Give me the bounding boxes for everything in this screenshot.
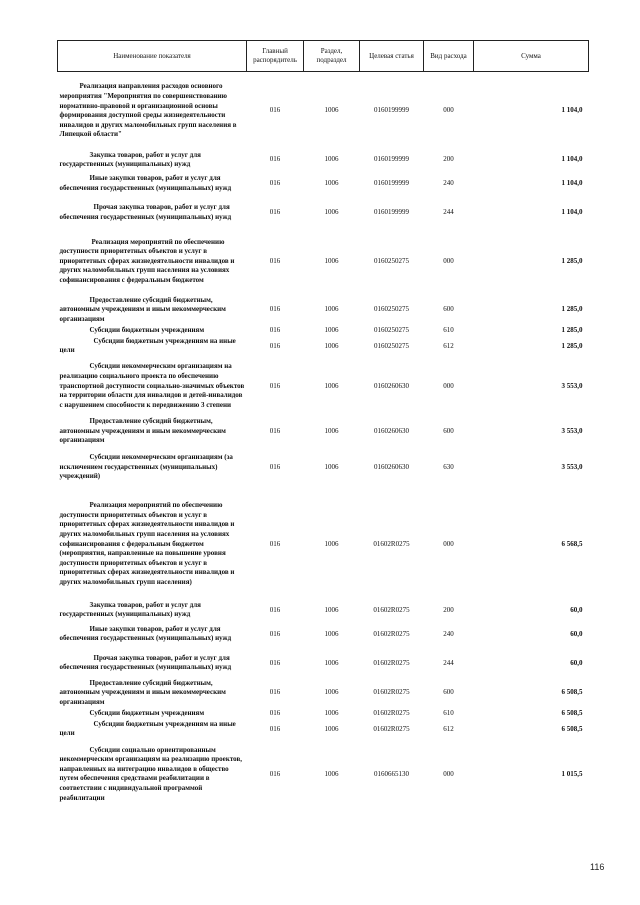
row-sum: 3 553,0 [561, 462, 583, 471]
row-section: 1006 [324, 605, 339, 614]
header-expense: Вид расхода [424, 41, 474, 72]
row-name: Субсидии социально ориентированным некоммерческим организациям на реализацию проектов, направленных на интеграцию инвалидов в общество путем обеспечения средствами реабилитации в соответствии с индивидуальной программой реабилитации [59, 745, 243, 802]
row-section: 1006 [324, 305, 339, 314]
row-target: 01602R0275 [373, 688, 410, 697]
row-name: Закупка товаров, работ и услуг для государственных (муниципальных) нужд [59, 600, 201, 619]
row-sum: 6 508,5 [561, 688, 583, 697]
row-name: Иные закупки товаров, работ и услуг для обеспечения государственных (муниципальных) нужд [59, 624, 232, 643]
row-expense: 612 [443, 724, 454, 733]
row-name: Реализация мероприятий по обеспечению доступности приоритетных объектов и услуг в приоритетных сферах жизнедеятельности инвалидов и других маломобильных групп населения на условиях софинансирования с федеральным бюджетом (мероприятия, направленные на повышение уровня доступности приоритетных объектов и услуг в приоритетных сферах жизнедеятельности инвалидов и других маломобильных групп населения) [59, 501, 235, 587]
row-sum: 1 104,0 [561, 178, 583, 187]
row-sum: 60,0 [570, 658, 583, 667]
row-sum: 1 104,0 [561, 155, 583, 164]
row-target: 0160250275 [374, 341, 409, 350]
page-number: 116 [590, 862, 605, 872]
row-section: 1006 [324, 724, 339, 733]
row-target: 0160199999 [374, 178, 409, 187]
row-expense: 630 [443, 462, 454, 471]
table-row [58, 356, 589, 416]
table-header-row [58, 41, 589, 72]
row-admin: 016 [269, 426, 281, 435]
row-sum: 3 553,0 [561, 381, 583, 390]
row-section: 1006 [324, 155, 339, 164]
header-name: Наименование показателя [58, 41, 247, 72]
header-sum: Сумма [474, 41, 589, 72]
row-sum: 6 508,5 [561, 724, 583, 733]
row-expense: 000 [443, 769, 454, 778]
row-expense: 200 [443, 155, 454, 164]
table-row [58, 198, 589, 228]
row-section: 1006 [324, 688, 339, 697]
row-target: 01602R0275 [373, 605, 410, 614]
row-sum: 1 285,0 [561, 325, 583, 334]
table-row [58, 600, 589, 620]
row-target: 01602R0275 [373, 539, 410, 548]
table-row [58, 296, 589, 325]
row-name: Субсидии некоммерческим организациям (за исключением государственных (муниципальных) учреждений) [59, 453, 233, 481]
table-row [58, 416, 589, 446]
row-name: Реализация направления расходов основного мероприятия "Мероприятия по совершенствованию нормативно-правовой и организационной основы формирования доступной среды жизнедеятельности инвалидов и других маломобильных групп населения в Липецкой области" [59, 82, 237, 139]
row-sum: 6 568,5 [561, 539, 583, 548]
row-admin: 016 [269, 629, 281, 638]
row-target: 01602R0275 [373, 724, 410, 733]
row-admin: 016 [269, 688, 281, 697]
row-target: 0160250275 [374, 325, 409, 334]
row-target: 0160260630 [374, 462, 409, 471]
row-admin: 016 [269, 305, 281, 314]
row-section: 1006 [324, 207, 339, 216]
row-name: Субсидии бюджетным учреждениям [89, 325, 205, 334]
row-target: 01602R0275 [373, 708, 410, 717]
row-name: Прочая закупка товаров, работ и услуг для обеспечения государственных (муниципальных) нужд [59, 203, 232, 221]
row-target: 0160199999 [374, 106, 409, 115]
table-body [58, 72, 589, 810]
row-admin: 016 [269, 178, 281, 187]
row-sum: 1 104,0 [561, 106, 583, 115]
row-expense: 600 [443, 426, 454, 435]
row-target: 0160250275 [374, 305, 409, 314]
row-section: 1006 [324, 381, 339, 390]
row-admin: 016 [269, 256, 281, 265]
row-admin: 016 [269, 207, 281, 216]
row-section: 1006 [324, 341, 339, 350]
row-name: Прочая закупка товаров, работ и услуг для обеспечения государственных (муниципальных) нужд [59, 653, 232, 672]
table-row [58, 707, 589, 719]
row-sum: 60,0 [570, 605, 583, 614]
row-admin: 016 [269, 708, 281, 717]
row-name: Субсидии бюджетным учреждениям на иные цели [59, 336, 236, 355]
row-target: 0160665130 [374, 769, 409, 778]
row-section: 1006 [324, 769, 339, 778]
row-expense: 244 [443, 658, 454, 667]
row-expense: 610 [443, 325, 454, 334]
row-sum: 1 104,0 [561, 207, 583, 216]
row-section: 1006 [324, 658, 339, 667]
row-section: 1006 [324, 178, 339, 187]
row-expense: 000 [443, 106, 454, 115]
row-admin: 016 [269, 106, 281, 115]
row-target: 0160199999 [374, 207, 409, 216]
row-target: 01602R0275 [373, 658, 410, 667]
row-admin: 016 [269, 769, 281, 778]
table-row [58, 170, 589, 198]
table-row [58, 151, 589, 170]
row-expense: 000 [443, 256, 454, 265]
row-name: Предоставление субсидий бюджетным, автономным учреждениям и иным некоммерческим организациям [59, 295, 226, 323]
table-row [58, 739, 589, 809]
row-admin: 016 [269, 155, 281, 164]
row-name: Субсидии некоммерческим организациям на реализацию социального проекта по обеспечению транспортной доступности социально-значимых объектов на территории области для инвалидов и детей-инвалидов с нарушением способности к передвижению 3 степени [59, 362, 245, 409]
row-admin: 016 [269, 341, 281, 350]
header-target: Целевая статья [360, 41, 424, 72]
table-row [58, 678, 589, 707]
row-name: Реализация мероприятий по обеспечению доступности приоритетных объектов и услуг в приоритетных сферах жизнедеятельности инвалидов и других маломобильных групп населения на условиях софинансирования с федеральным бюджетом [59, 237, 235, 285]
row-admin: 016 [269, 325, 281, 334]
row-sum: 60,0 [570, 629, 583, 638]
row-admin: 016 [269, 462, 281, 471]
budget-table [57, 40, 589, 809]
row-target: 0160199999 [374, 155, 409, 164]
header-admin: Главный распорядитель [247, 41, 304, 72]
table-row [58, 228, 589, 296]
row-expense: 240 [443, 629, 454, 638]
row-admin: 016 [269, 381, 281, 390]
row-name: Закупка товаров, работ и услуг для государственных (муниципальных) нужд [59, 150, 201, 169]
row-expense: 612 [443, 341, 454, 350]
row-name: Иные закупки товаров, работ и услуг для обеспечения государственных (муниципальных) нужд [59, 174, 232, 192]
table-row [58, 488, 589, 600]
row-expense: 610 [443, 708, 454, 717]
row-expense: 240 [443, 178, 454, 187]
row-expense: 244 [443, 207, 454, 216]
row-sum: 1 285,0 [561, 341, 583, 350]
row-name: Субсидии бюджетным учреждениям на иные цели [59, 719, 236, 738]
row-admin: 016 [269, 539, 281, 548]
row-section: 1006 [324, 462, 339, 471]
row-expense: 200 [443, 605, 454, 614]
table-row [58, 324, 589, 336]
table-row [58, 72, 589, 151]
row-section: 1006 [324, 325, 339, 334]
row-section: 1006 [324, 426, 339, 435]
table-row [58, 336, 589, 356]
row-admin: 016 [269, 605, 281, 614]
row-name: Субсидии бюджетным учреждениям [89, 708, 205, 717]
table-row [58, 620, 589, 648]
row-sum: 1 285,0 [561, 256, 583, 265]
row-expense: 600 [443, 688, 454, 697]
row-section: 1006 [324, 539, 339, 548]
row-expense: 000 [443, 381, 454, 390]
header-section: Раздел, подраздел [304, 41, 360, 72]
row-expense: 000 [443, 539, 454, 548]
table-row [58, 719, 589, 739]
row-section: 1006 [324, 629, 339, 638]
row-name: Предоставление субсидий бюджетным, автономным учреждениям и иным некоммерческим организациям [59, 417, 226, 445]
row-sum: 1 285,0 [561, 305, 583, 314]
row-expense: 600 [443, 305, 454, 314]
row-sum: 3 553,0 [561, 426, 583, 435]
row-target: 0160250275 [374, 256, 409, 265]
row-sum: 6 508,5 [561, 708, 583, 717]
row-target: 0160260630 [374, 381, 409, 390]
row-admin: 016 [269, 724, 281, 733]
row-sum: 1 015,5 [561, 769, 583, 778]
table-row [58, 446, 589, 488]
row-section: 1006 [324, 106, 339, 115]
row-name: Предоставление субсидий бюджетным, автономным учреждениям и иным некоммерческим организациям [59, 678, 226, 706]
row-target: 01602R0275 [373, 629, 410, 638]
row-section: 1006 [324, 256, 339, 265]
row-section: 1006 [324, 708, 339, 717]
row-admin: 016 [269, 658, 281, 667]
table-row [58, 648, 589, 678]
row-target: 0160260630 [374, 426, 409, 435]
